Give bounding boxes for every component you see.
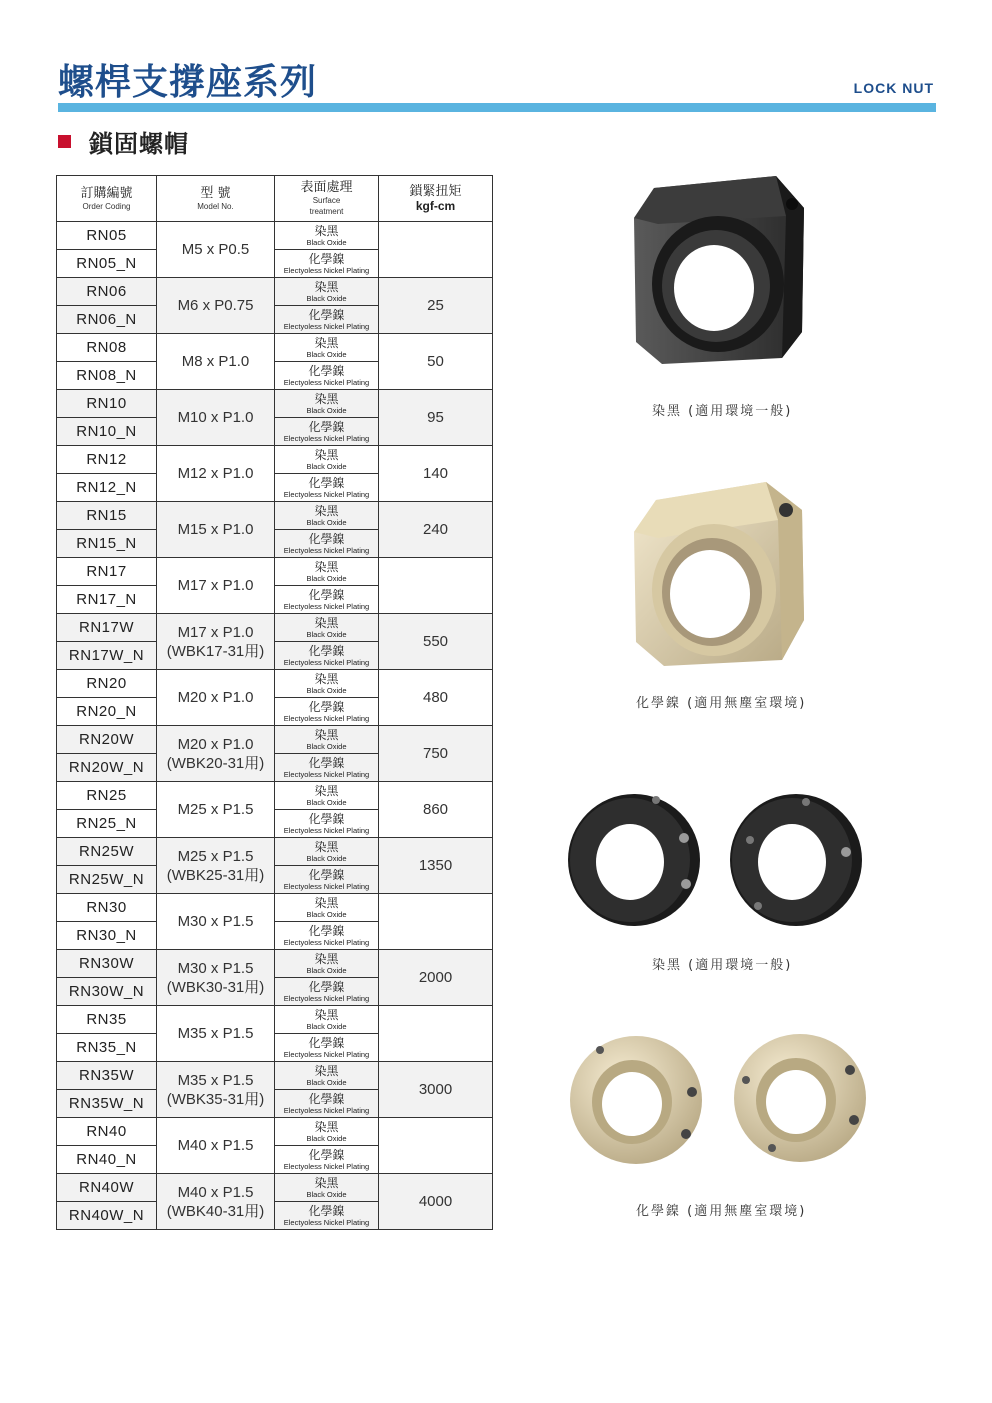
table-row (57, 558, 493, 586)
table-row (57, 670, 493, 698)
treatment-nickel-cell: 化學鎳 Electyoless Nickel Plating (275, 1090, 379, 1118)
model-note: (WBK25-31用) (166, 866, 265, 884)
model-size: M8 x P1.0 (181, 353, 250, 370)
treatment-black-cell: 染黑 Black Oxide (275, 502, 379, 530)
treatment-black-cell: 染黑 Black Oxide (275, 558, 379, 586)
torque-cell (379, 222, 493, 278)
header-surface-treatment: 表面處理 Surface treatment (275, 176, 379, 222)
model-size: M40 x P1.5 (177, 1137, 254, 1154)
table-header-row (57, 176, 493, 222)
treatment-black-cell: 染黑 Black Oxide (275, 670, 379, 698)
order-code-cell: RN20W_N (57, 754, 157, 782)
header-lock-torque: 鎖緊扭矩 kgf-cm (379, 176, 493, 222)
section-title: 鎖固螺帽 (89, 129, 189, 158)
order-code-cell: RN08_N (57, 362, 157, 390)
table-row (57, 390, 493, 418)
model-size: M10 x P1.0 (177, 409, 254, 426)
table-body (57, 222, 493, 1230)
treatment-nickel-cell: 化學鎳 Electyoless Nickel Plating (275, 362, 379, 390)
treatment-black-cell: 染黑 Black Oxide (275, 1062, 379, 1090)
model-cell (157, 502, 275, 558)
torque-cell: 240 (379, 502, 493, 558)
photo-round-nuts-nickel (560, 1020, 900, 1180)
model-cell (157, 390, 275, 446)
table-row (57, 782, 493, 810)
torque-cell: 50 (379, 334, 493, 390)
torque-cell: 25 (379, 278, 493, 334)
treatment-black-cell: 染黑 Black Oxide (275, 390, 379, 418)
torque-cell: 550 (379, 614, 493, 670)
caption-black-square: 染黑 (適用環境一般) (652, 404, 793, 419)
torque-cell (379, 1118, 493, 1174)
treatment-nickel-cell: 化學鎳 Electyoless Nickel Plating (275, 922, 379, 950)
order-code-cell: RN12_N (57, 474, 157, 502)
table-row (57, 1174, 493, 1202)
model-cell (157, 670, 275, 726)
treatment-black-cell: 染黑 Black Oxide (275, 894, 379, 922)
model-cell (157, 558, 275, 614)
order-code-cell: RN30W_N (57, 978, 157, 1006)
model-note: (WBK17-31用) (166, 642, 265, 660)
model-cell (157, 278, 275, 334)
torque-cell: 750 (379, 726, 493, 782)
section-marker-icon (58, 135, 71, 148)
treatment-nickel-cell: 化學鎳 Electyoless Nickel Plating (275, 642, 379, 670)
table-row (57, 1062, 493, 1090)
treatment-black-cell: 染黑 Black Oxide (275, 782, 379, 810)
model-size: M20 x P1.0 (177, 735, 254, 753)
order-code-cell: RN25W (57, 838, 157, 866)
order-code-cell: RN10 (57, 390, 157, 418)
treatment-nickel-cell: 化學鎳 Electyoless Nickel Plating (275, 866, 379, 894)
order-code-cell: RN05 (57, 222, 157, 250)
table-row (57, 278, 493, 306)
order-code-cell: RN35W (57, 1062, 157, 1090)
treatment-nickel-cell: 化學鎳 Electyoless Nickel Plating (275, 1146, 379, 1174)
model-cell (157, 1006, 275, 1062)
torque-cell (379, 1006, 493, 1062)
model-cell (157, 1062, 275, 1118)
model-cell (157, 726, 275, 782)
treatment-nickel-cell: 化學鎳 Electyoless Nickel Plating (275, 810, 379, 838)
treatment-black-cell: 染黑 Black Oxide (275, 950, 379, 978)
order-code-cell: RN12 (57, 446, 157, 474)
model-note: (WBK35-31用) (166, 1090, 265, 1108)
order-code-cell: RN17_N (57, 586, 157, 614)
model-note: (WBK40-31用) (166, 1202, 265, 1220)
table-row (57, 614, 493, 642)
torque-cell: 4000 (379, 1174, 493, 1230)
treatment-black-cell: 染黑 Black Oxide (275, 838, 379, 866)
title-underline-bar (58, 103, 936, 112)
treatment-nickel-cell: 化學鎳 Electyoless Nickel Plating (275, 698, 379, 726)
caption-nickel-square: 化學鎳 (適用無塵室環境) (636, 696, 807, 711)
treatment-black-cell: 染黑 Black Oxide (275, 334, 379, 362)
order-code-cell: RN35W_N (57, 1090, 157, 1118)
model-cell (157, 446, 275, 502)
photo-square-nut-black (606, 160, 886, 380)
treatment-black-cell: 染黑 Black Oxide (275, 614, 379, 642)
treatment-black-cell: 染黑 Black Oxide (275, 726, 379, 754)
torque-cell: 480 (379, 670, 493, 726)
order-code-cell: RN35 (57, 1006, 157, 1034)
torque-cell: 1350 (379, 838, 493, 894)
torque-cell: 140 (379, 446, 493, 502)
table-row (57, 222, 493, 250)
torque-cell: 860 (379, 782, 493, 838)
model-size: M15 x P1.0 (177, 521, 254, 538)
treatment-nickel-cell: 化學鎳 Electyoless Nickel Plating (275, 978, 379, 1006)
treatment-nickel-cell: 化學鎳 Electyoless Nickel Plating (275, 1202, 379, 1230)
model-size: M17 x P1.0 (177, 577, 254, 594)
torque-cell (379, 558, 493, 614)
photo-round-nuts-black (560, 780, 900, 940)
table-row (57, 894, 493, 922)
treatment-black-cell: 染黑 Black Oxide (275, 222, 379, 250)
model-cell (157, 838, 275, 894)
order-code-cell: RN20 (57, 670, 157, 698)
header-model-no: 型 號 Model No. (157, 176, 275, 222)
model-note: (WBK20-31用) (166, 754, 265, 772)
table-row (57, 1006, 493, 1034)
order-code-cell: RN30 (57, 894, 157, 922)
order-code-cell: RN20W (57, 726, 157, 754)
order-code-cell: RN30W (57, 950, 157, 978)
model-size: M6 x P0.75 (177, 297, 254, 314)
model-cell (157, 782, 275, 838)
model-size: M25 x P1.5 (177, 847, 254, 865)
order-code-cell: RN30_N (57, 922, 157, 950)
model-size: M30 x P1.5 (177, 913, 254, 930)
model-size: M12 x P1.0 (177, 465, 254, 482)
section-heading (58, 126, 189, 156)
model-size: M5 x P0.5 (181, 241, 250, 258)
torque-cell: 95 (379, 390, 493, 446)
table-row (57, 334, 493, 362)
model-cell (157, 222, 275, 278)
order-code-cell: RN40 (57, 1118, 157, 1146)
order-code-cell: RN06 (57, 278, 157, 306)
treatment-black-cell: 染黑 Black Oxide (275, 1174, 379, 1202)
model-cell (157, 894, 275, 950)
model-size: M17 x P1.0 (177, 623, 254, 641)
order-code-cell: RN17W_N (57, 642, 157, 670)
treatment-nickel-cell: 化學鎳 Electyoless Nickel Plating (275, 306, 379, 334)
model-note: (WBK30-31用) (166, 978, 265, 996)
order-code-cell: RN25_N (57, 810, 157, 838)
treatment-nickel-cell: 化學鎳 Electyoless Nickel Plating (275, 474, 379, 502)
treatment-nickel-cell: 化學鎳 Electyoless Nickel Plating (275, 530, 379, 558)
table-row (57, 950, 493, 978)
page-title: 螺桿支撐座系列 (58, 62, 318, 103)
torque-cell (379, 894, 493, 950)
model-size: M20 x P1.0 (177, 689, 254, 706)
order-code-cell: RN15 (57, 502, 157, 530)
table-row (57, 838, 493, 866)
torque-cell: 2000 (379, 950, 493, 1006)
order-code-cell: RN15_N (57, 530, 157, 558)
caption-black-round: 染黑 (適用環境一般) (652, 958, 793, 973)
photo-square-nut-nickel (606, 470, 886, 680)
treatment-black-cell: 染黑 Black Oxide (275, 1006, 379, 1034)
treatment-black-cell: 染黑 Black Oxide (275, 446, 379, 474)
order-code-cell: RN40W_N (57, 1202, 157, 1230)
treatment-nickel-cell: 化學鎳 Electyoless Nickel Plating (275, 1034, 379, 1062)
order-code-cell: RN25W_N (57, 866, 157, 894)
order-code-cell: RN17W (57, 614, 157, 642)
order-code-cell: RN06_N (57, 306, 157, 334)
order-code-cell: RN05_N (57, 250, 157, 278)
table-row (57, 502, 493, 530)
order-code-cell: RN25 (57, 782, 157, 810)
treatment-nickel-cell: 化學鎳 Electyoless Nickel Plating (275, 418, 379, 446)
torque-cell: 3000 (379, 1062, 493, 1118)
model-size: M35 x P1.5 (177, 1025, 254, 1042)
model-cell (157, 950, 275, 1006)
order-code-cell: RN08 (57, 334, 157, 362)
treatment-nickel-cell: 化學鎳 Electyoless Nickel Plating (275, 586, 379, 614)
model-size: M40 x P1.5 (177, 1183, 254, 1201)
treatment-black-cell: 染黑 Black Oxide (275, 278, 379, 306)
table-row (57, 446, 493, 474)
treatment-black-cell: 染黑 Black Oxide (275, 1118, 379, 1146)
table-row (57, 726, 493, 754)
header-order-coding: 訂購編號 Order Coding (57, 176, 157, 222)
order-code-cell: RN40_N (57, 1146, 157, 1174)
treatment-nickel-cell: 化學鎳 Electyoless Nickel Plating (275, 754, 379, 782)
table-row (57, 1118, 493, 1146)
model-cell (157, 614, 275, 670)
lock-nut-spec-table (56, 175, 493, 1230)
order-code-cell: RN17 (57, 558, 157, 586)
caption-nickel-round: 化學鎳 (適用無塵室環境) (636, 1204, 807, 1219)
model-size: M25 x P1.5 (177, 801, 254, 818)
model-cell (157, 1118, 275, 1174)
treatment-nickel-cell: 化學鎳 Electyoless Nickel Plating (275, 250, 379, 278)
order-code-cell: RN10_N (57, 418, 157, 446)
order-code-cell: RN35_N (57, 1034, 157, 1062)
order-code-cell: RN20_N (57, 698, 157, 726)
model-cell (157, 1174, 275, 1230)
model-cell (157, 334, 275, 390)
model-size: M30 x P1.5 (177, 959, 254, 977)
order-code-cell: RN40W (57, 1174, 157, 1202)
page-subtitle-en: LOCK NUT (853, 80, 934, 96)
model-size: M35 x P1.5 (177, 1071, 254, 1089)
